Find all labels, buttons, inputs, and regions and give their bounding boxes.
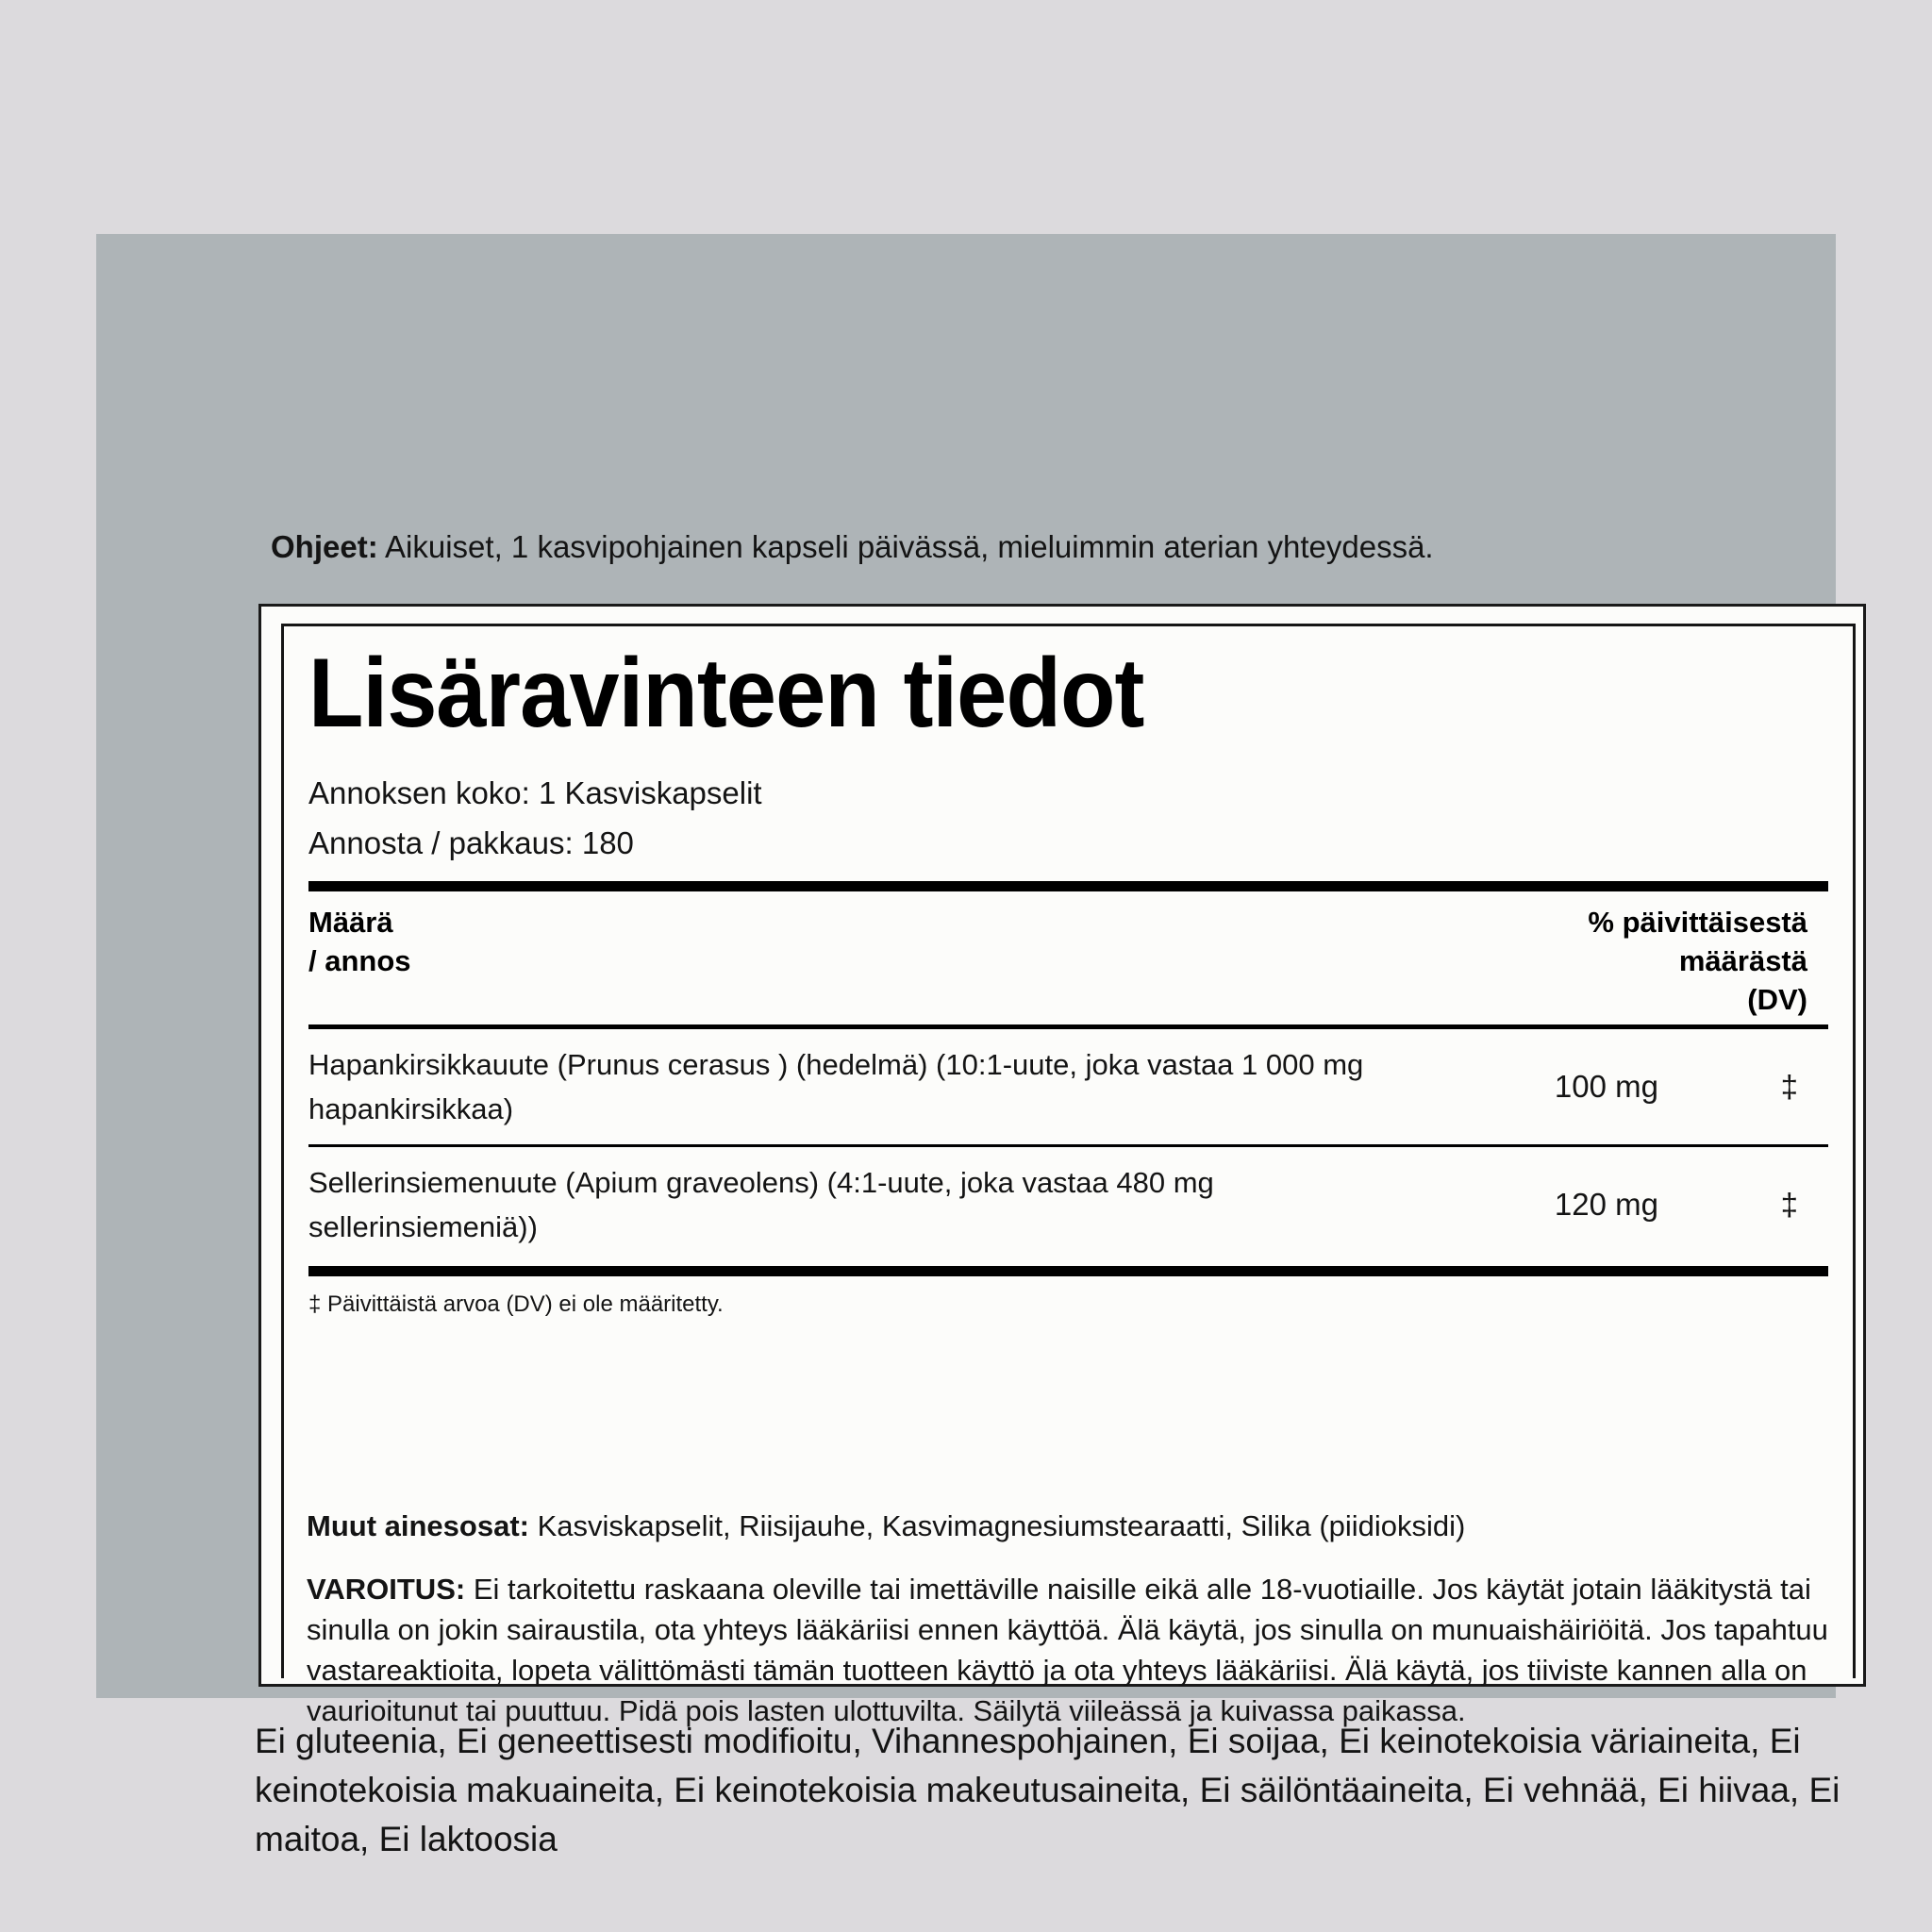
table-bottom-rule [308, 1266, 1828, 1276]
daily-value-header [1588, 903, 1828, 1019]
daily-value-footnote: ‡ Päivittäistä arvoa (DV) ei ole määritetty. [308, 1291, 724, 1317]
table-row [308, 1029, 1828, 1144]
table-top-rule [308, 881, 1828, 891]
nutrient-amount: 120 mg [1554, 1187, 1658, 1222]
other-ingredients-line [307, 1493, 1831, 1546]
warning-paragraph [307, 1546, 1831, 1731]
other-ingredients-label: Muut ainesosat: [307, 1509, 529, 1542]
nutrient-amount: 100 mg [1554, 1069, 1658, 1104]
dv-header-line2: määrästä [1678, 944, 1807, 977]
servings-per-container: Annosta / pakkaus: 180 [308, 825, 634, 860]
amount-header-line1: Määrä [308, 906, 393, 939]
nutrition-table-header [308, 891, 1828, 1024]
table-row [308, 1147, 1828, 1262]
nutrient-daily-value: ‡ [1780, 1069, 1798, 1104]
product-claims: Ei gluteenia, Ei geneettisesti modifioitu, Vihannespohjainen, Ei soijaa, Ei keinotekoisia väriaineita, Ei keinotekoisia makuaineita, Ei keinotekoisia makeutusaineita, Ei säilöntäaineita, Ei vehnää, Ei hiivaa, Ei maitoa, Ei laktoosia [255, 1722, 1840, 1858]
dv-header-line1: % päivittäisestä [1588, 906, 1807, 939]
dv-header-line3: (DV) [1747, 983, 1807, 1016]
supplement-facts-box [258, 604, 1866, 1727]
directions-line [271, 527, 1837, 567]
warning-text: Ei tarkoitettu raskaana oleville tai imettäville naisille eikä alle 18-vuotiaille. Jos käytät jotain lääkitystä tai sinulla on jokin sairaustila, ota yhteys lääkäriisi ennen käyttöä. Älä käytä, jos sinulla on munuaishäiriöitä. Jos tapahtuu vastareaktioita, lopeta välittömästi tämän tuotteen käyttö ja ota yhteys lääkäriisi. Älä käytä, jos tiiviste kannen alla on vaurioitunut tai puuttuu. Pidä pois lasten ulottuvilta. Säilytä viileässä ja kuivassa paikassa. [307, 1573, 1828, 1727]
warning-label: VAROITUS: [307, 1573, 466, 1606]
nutrient-daily-value: ‡ [1780, 1187, 1798, 1222]
serving-info [308, 768, 1828, 868]
amount-header-line2: / annos [308, 944, 411, 977]
nutrient-name: Sellerinsiemenuute (Apium graveolens) (4:1-uute, joka vastaa 480 mg sellerinsiemeniä)) [308, 1166, 1214, 1243]
supplement-facts-title: Lisäravinteen tiedot [308, 639, 1144, 748]
nutrient-name: Hapankirsikkauute (Prunus cerasus ) (hedelmä) (10:1-uute, joka vastaa 1 000 mg hapankirsikkaa) [308, 1048, 1364, 1125]
supplement-facts-supplementary-text [284, 1493, 1854, 1731]
serving-size: Annoksen koko: 1 Kasviskapselit [308, 775, 762, 810]
amount-per-serving-header [308, 903, 1588, 1019]
directions-text: Aikuiset, 1 kasvipohjainen kapseli päivässä, mieluimmin aterian yhteydessä. [377, 529, 1434, 564]
other-ingredients-text: Kasviskapselit, Riisijauhe, Kasvimagnesiumstearaatti, Silika (piidioksidi) [528, 1509, 1466, 1542]
supplement-label-panel [96, 234, 1840, 1858]
directions-label: Ohjeet: [271, 529, 378, 564]
